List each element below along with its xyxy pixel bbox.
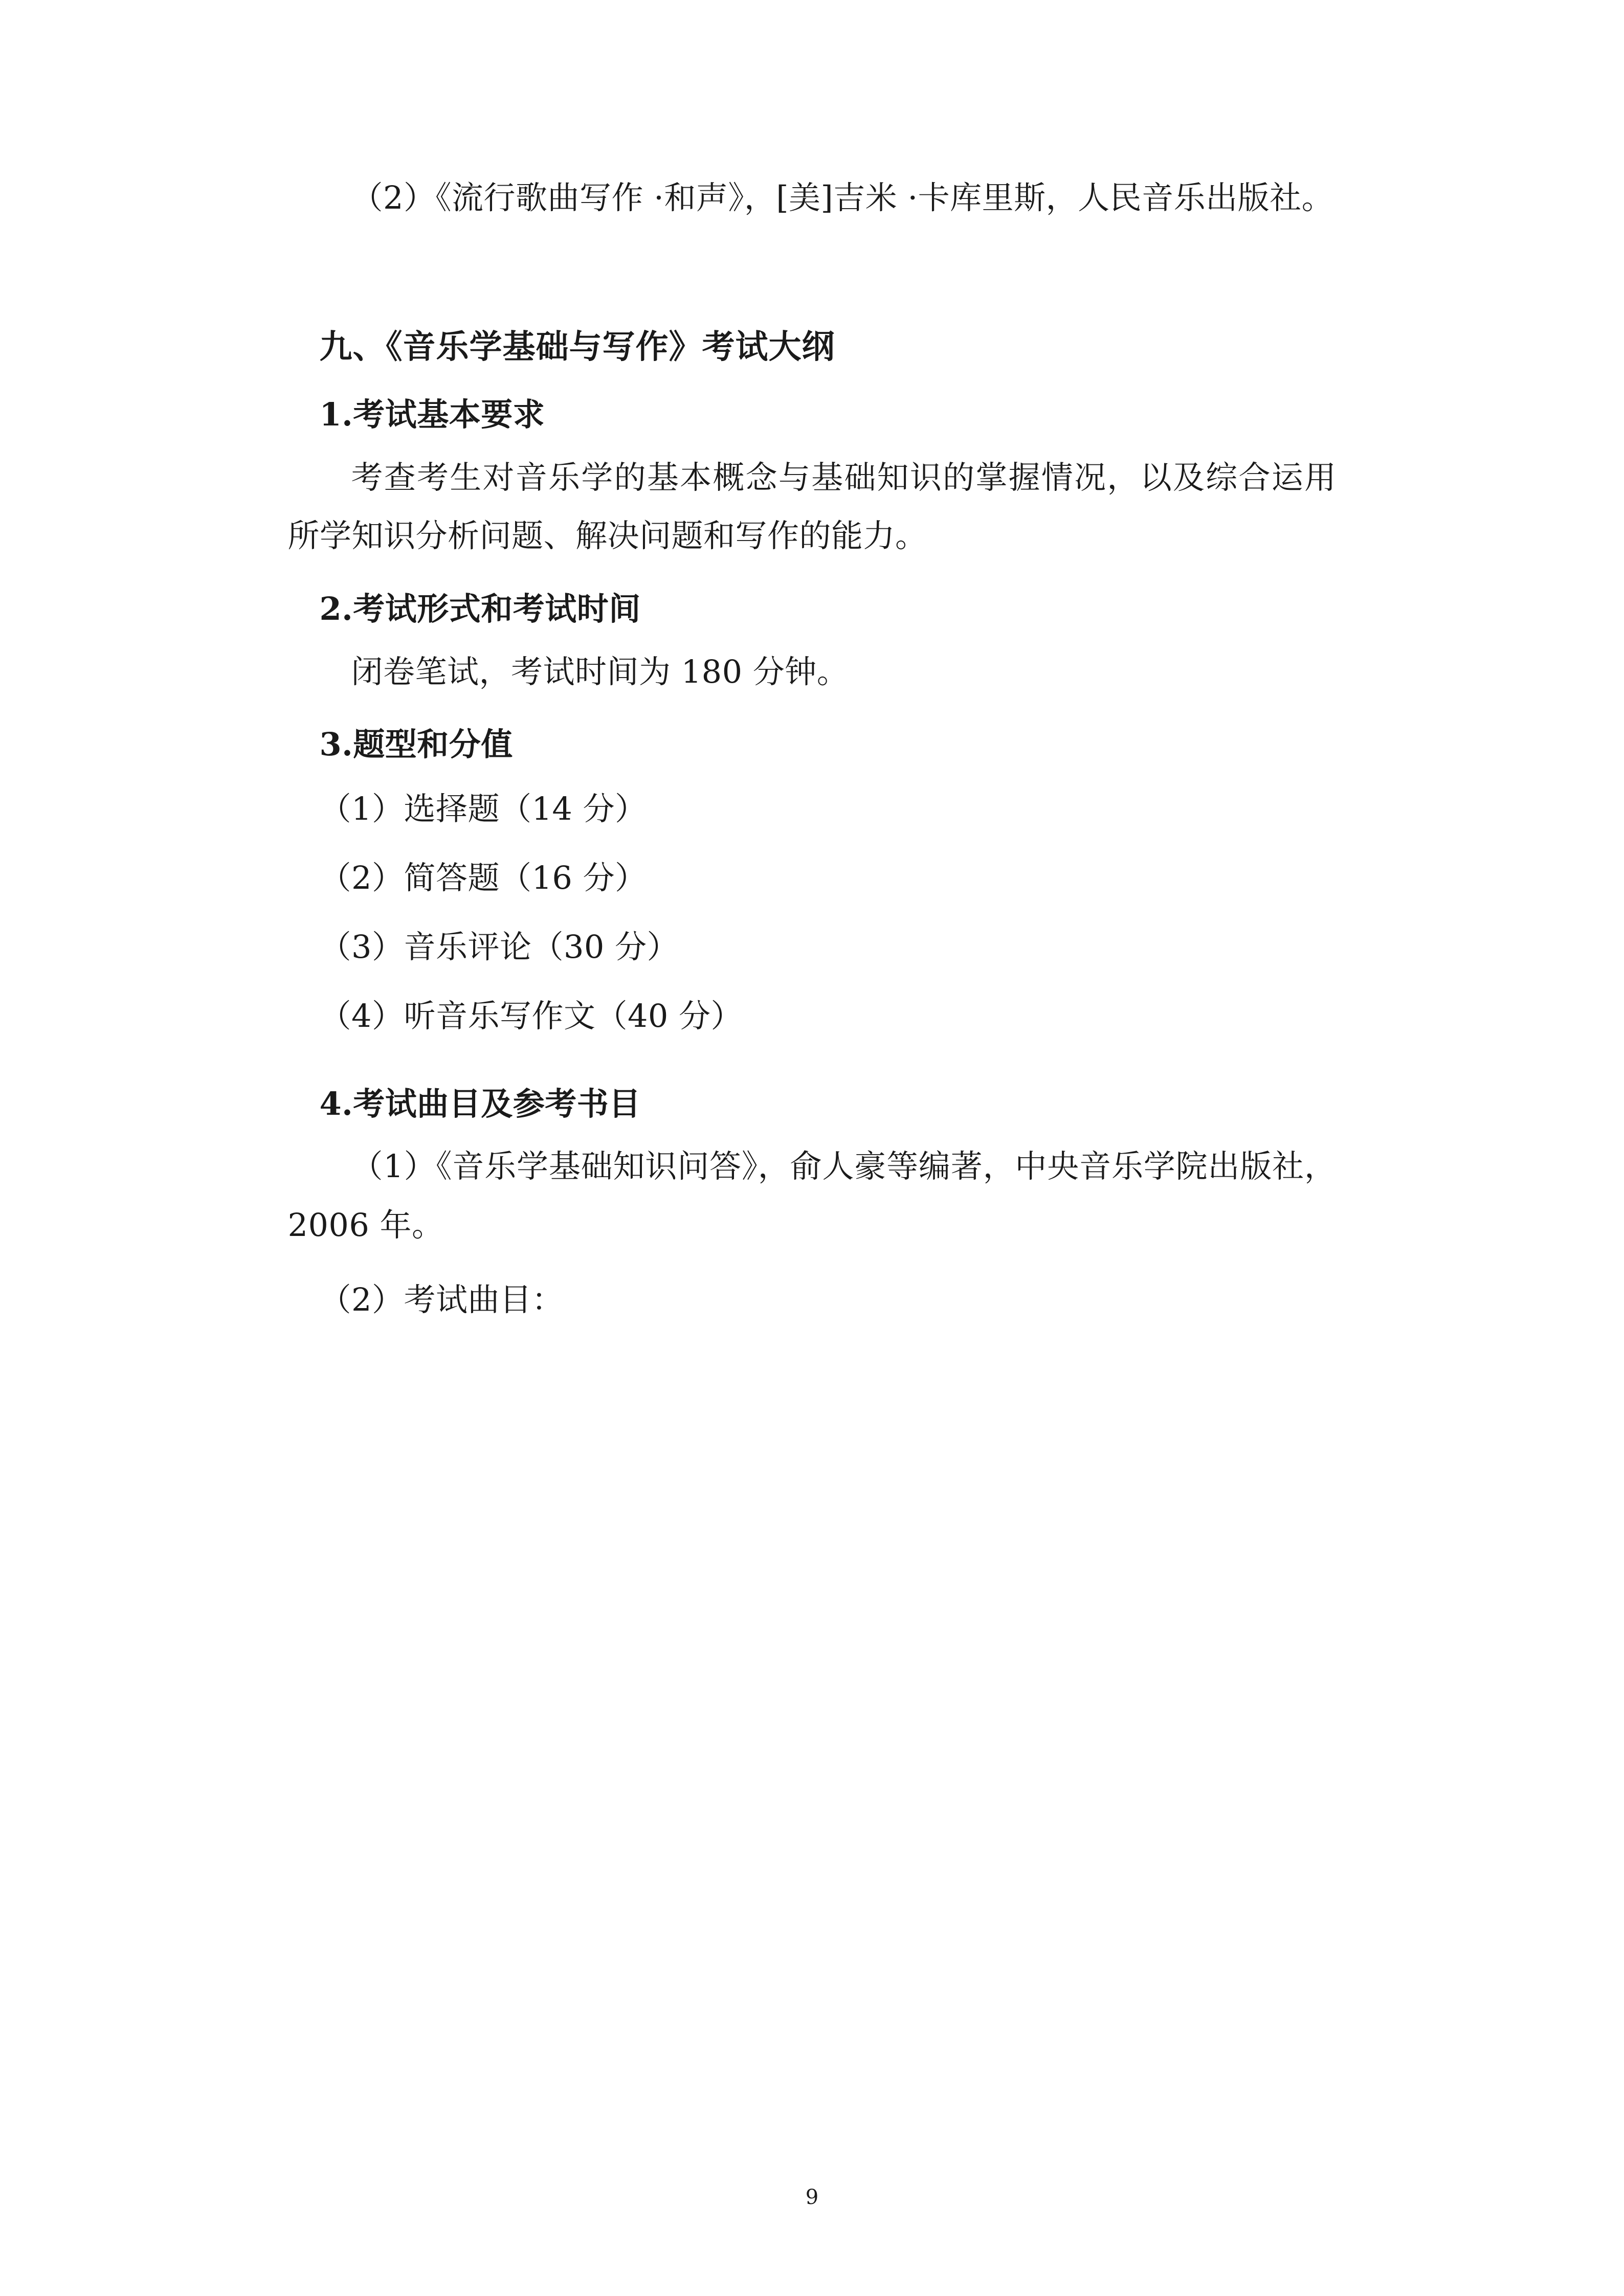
list-item-question-type-3: （3）音乐评论（30 分） [319,928,679,965]
paragraph-spacer-2 [288,704,1337,715]
list-item-exam-repertoire: （2）考试曲目： [319,1280,564,1318]
page-number: 9 [805,2186,819,2209]
subsection-heading-repertoire-and-references: 4.考试曲目及参考书目 [319,1085,641,1122]
paragraph-exam-format: 闭卷笔试，考试时间为 180 分钟。 [351,652,849,690]
subsection-heading-question-types: 3.题型和分值 [319,726,513,763]
paragraph-spacer-1 [288,569,1337,580]
subsection-heading-basic-requirements: 1.考试基本要求 [319,395,545,433]
reference-item-previous-section: （2）《流行歌曲写作 ·和声》，[美]吉米 ·卡库里斯，人民音乐出版社。 [351,179,1334,216]
page-content [288,169,1337,1331]
list-item-question-type-1: （1）选择题（14 分） [319,790,647,827]
list-item-question-type-2: （2）简答题（16 分） [319,859,647,896]
subsection-heading-exam-format: 2.考试形式和考试时间 [319,590,641,627]
paragraph-basic-requirements: 考查考生对音乐学的基本概念与基础知识的掌握情况，以及综合运用所学知识分析问题、解决问题和写作的能力。 [287,458,1337,555]
reference-item-1: （1）《音乐学基础知识问答》，俞人豪等编著，中央音乐学院出版社，2006 年。 [287,1147,1337,1244]
section-heading-nine: 九、《音乐学基础与写作》考试大纲 [319,327,835,366]
list-item-question-type-4: （4）听音乐写作文（40 分） [319,997,743,1034]
paragraph-spacer-3 [288,1054,1337,1075]
section-spacer [288,231,1337,318]
paragraph-spacer-4 [288,1258,1337,1269]
